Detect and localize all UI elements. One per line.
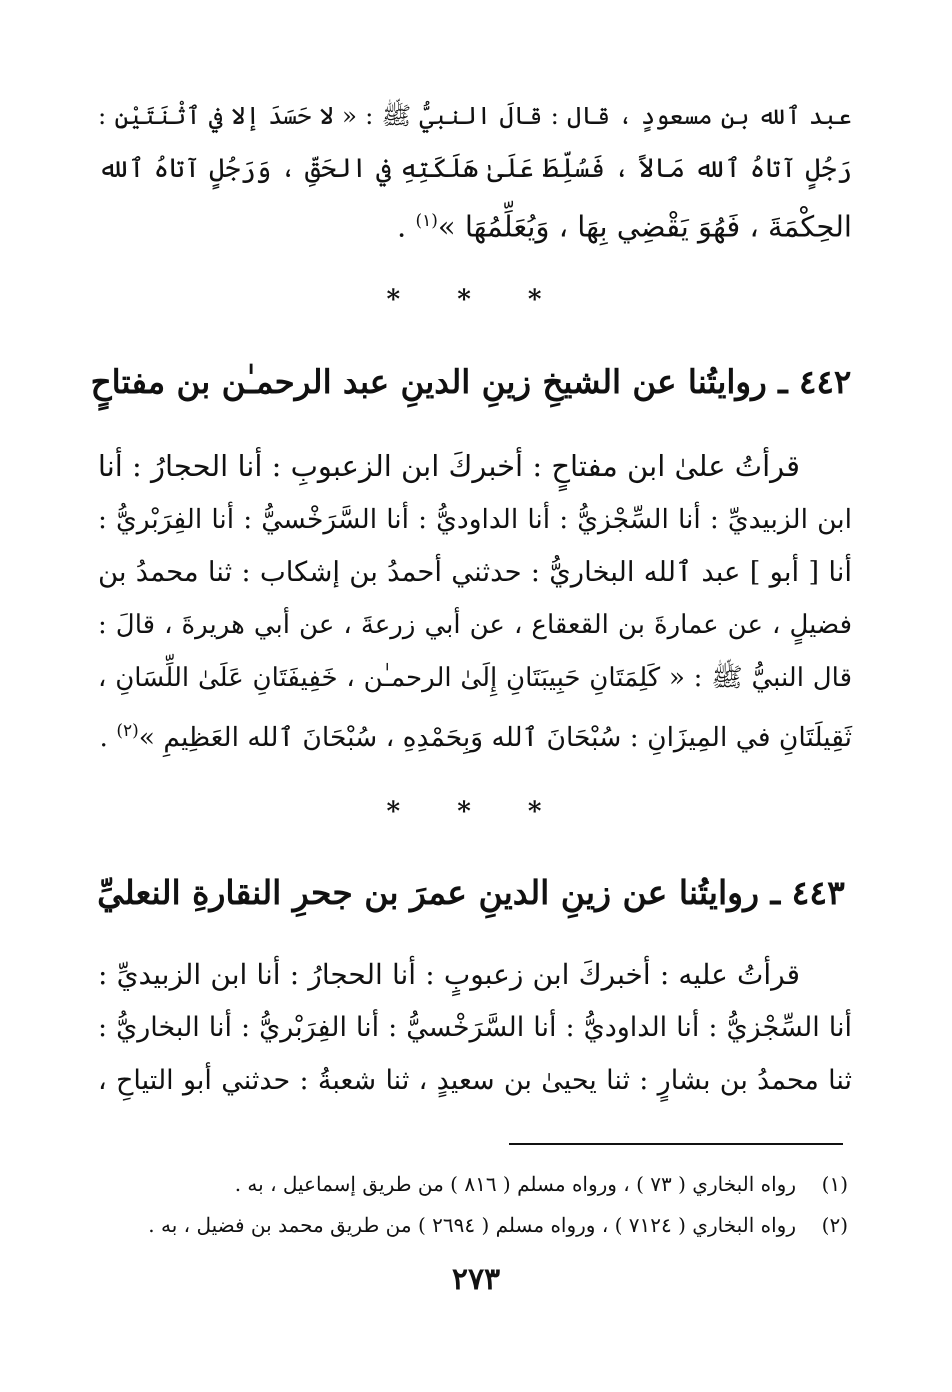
text-line: أنا السِّجْزيُّ : أنا الداوديُّ : أنا السَّرَخْسيُّ : أنا الفِرَبْريُّ : أنا البخاريُّ : xyxy=(98,1012,852,1043)
footnote-number: (١) xyxy=(821,1172,848,1196)
paragraph-hadith-441 xyxy=(98,89,852,248)
text-line: عبد ٱلله بن مسعودٍ ، قال : قالَ النبيُّ ﷺ : « لا حَسَدَ إلا في ٱثْنَتَيْنِ : xyxy=(98,101,852,130)
section-separator: * * * xyxy=(386,285,566,315)
text-line: الحِكْمَةَ ، فَهُوَ يَقْضِي بِهَا ، وَيُعَلِّمُهَا »$^{(١)}$ . xyxy=(397,209,852,244)
text-line: قال النبيُّ ﷺ : « كَلِمَتَانِ حَبِيبَتَانِ إِلَىٰ الرحمـٰن ، خَفِيفَتَانِ عَلَىٰ اللِّسَانِ ، xyxy=(98,663,852,693)
section-heading: ٤٤٢ ـ روايتُنا عن الشيخِ زينِ الدينِ عبد الرحمـٰن بن مفتاحٍ xyxy=(90,362,852,401)
text-line: قرأتُ عليه : أخبركَ ابن زعبوبٍ : أنا الحجارُ : أنا ابن الزبيديِّ : xyxy=(98,958,800,991)
section-heading: ٤٤٣ ـ روايتُنا عن زينِ الدينِ عمرَ بن جحرِ النقارةِ النعليِّ xyxy=(97,873,845,912)
footnote xyxy=(98,1167,848,1201)
text-line: فضيلٍ ، عن عمارةَ بن القعقاع ، عن أبي زرعةَ ، عن أبي هريرةَ ، قالَ : xyxy=(98,610,852,640)
text-line: أنا [ أبو ] عبد ٱلله البخاريُّ : حدثني أحمدُ بن إشكاب : ثنا محمدُ بن xyxy=(98,556,852,588)
text-line: ثَقِيلَتَانِ في المِيزَانِ : سُبْحَانَ ٱلله وَبِحَمْدِهِ ، سُبْحَانَ ٱلله العَظِيمِ »$^{(٢)}$ . xyxy=(99,721,852,753)
text-line: رَجُلٍ آتاهُ ٱلله مَالاً ، فَسُلِّطَ عَلَىٰ هَلَكَتِهِ في الحَقِّ ، وَرَجُلٍ آتاهُ ٱلله xyxy=(98,153,852,184)
footnote-ref: (١) xyxy=(415,211,438,231)
paragraph-hadith-443 xyxy=(98,948,852,1107)
footnote-number: (٢) xyxy=(821,1213,848,1237)
footnote-divider xyxy=(509,1143,843,1145)
page-number: ٢٧٣ xyxy=(451,1262,501,1297)
text-line: قرأتُ علىٰ ابن مفتاحٍ : أخبركَ ابن الزعبوبِ : أنا الحجارُ : أنا xyxy=(97,449,800,483)
section-separator: * * * xyxy=(386,797,566,827)
text-line: ابن الزبيديِّ : أنا السِّجْزيُّ : أنا الداوديُّ : أنا السَّرَخْسيُّ : أنا الفِرَبْريُّ : xyxy=(98,504,852,535)
footnote-ref: (٢) xyxy=(116,721,139,741)
footnote-text: رواه البخاري ( ٧١٢٤ ) ، ورواه مسلم ( ٢٦٩٤ ) من طريق محمد بن فضيل ، به . xyxy=(148,1213,796,1237)
footnote-text: رواه البخاري ( ٧٣ ) ، ورواه مسلم ( ٨١٦ ) من طريق إسماعيل ، به . xyxy=(234,1172,796,1196)
paragraph-hadith-442 xyxy=(98,440,852,758)
footnote xyxy=(98,1208,848,1242)
text-line: ثنا محمدُ بن بشارٍ : ثنا يحيىٰ بن سعيدٍ ، ثنا شعبةُ : حدثني أبو التياحِ ، xyxy=(98,1065,852,1096)
